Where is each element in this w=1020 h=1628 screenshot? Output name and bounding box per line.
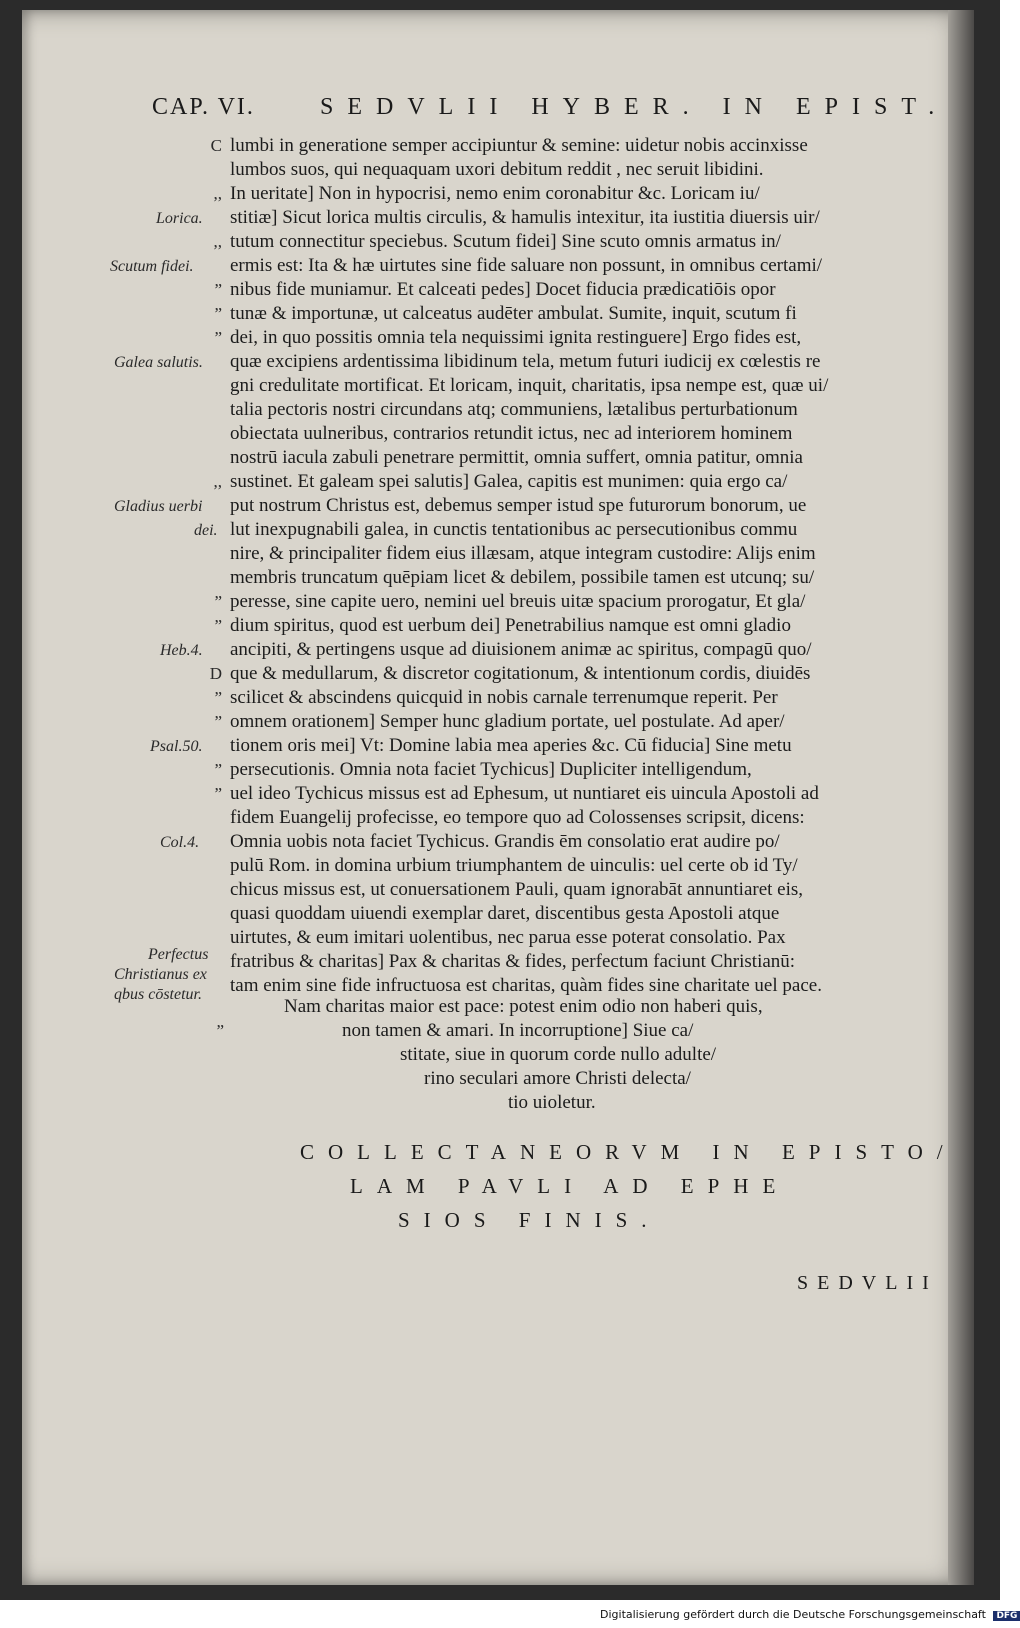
running-title: SEDVLII HYBER. IN EPIST.	[320, 94, 949, 120]
text-line: sustinet. Et galeam spei salutis] Galea, capitis est munimen: quia ergo ca/	[230, 471, 788, 492]
margin-note-gladius-2: dei.	[194, 522, 218, 539]
text-line: gni credulitate mortificat. Et loricam, inquit, charitatis, ipsa nempe est, quæ ui/	[230, 375, 829, 396]
text-line: lut inexpugnabili galea, in cunctis tentationibus ac persecutionibus commu	[230, 519, 798, 540]
text-line: peresse, sine capite uero, nemini uel breuis uitæ spacium prorogatur, Et gla/	[230, 591, 806, 612]
line-marker: ”	[214, 784, 222, 803]
text-line: quæ excipiens ardentissima libidinum tela, metum futuri iudicij ex cœlestis re	[230, 351, 821, 372]
text-line: tutum connectitur speciebus. Scutum fidei] Sine scuto omnis armatus in/	[230, 231, 781, 252]
colophon-line-1: COLLECTANEORVM IN EPISTO/	[300, 1140, 957, 1164]
footer-credit	[600, 1608, 1020, 1621]
text-line: put nostrum Christus est, debemus semper istud spe futurorum bonorum, ue	[230, 495, 807, 516]
margin-note-colossians: Col.4.	[160, 834, 200, 851]
text-line: dei, in quo possitis omnia tela nequissimi ignita restinguere] Ergo fides est,	[230, 327, 802, 348]
line-marker: ,,	[213, 232, 222, 251]
colophon-line-2: LAM PAVLI AD EPHE	[350, 1174, 790, 1198]
margin-note-perfectus: Perfectus	[148, 946, 209, 963]
margin-note-constetur: qbus cōstetur.	[114, 986, 202, 1003]
margin-note-lorica: Lorica.	[156, 210, 203, 227]
text-line: ermis est: Ita & hæ uirtutes sine fide saluare non possunt, in omnibus certami/	[230, 255, 823, 276]
line-marker: ”	[214, 328, 222, 347]
text-line: quasi quoddam uiuendi exemplar daret, discentibus gesta Apostoli atque	[230, 903, 780, 924]
line-marker: ”	[214, 688, 222, 707]
text-line: stitiæ] Sicut lorica multis circulis, & hamulis intexitur, ita iustitia diuersis uir/	[230, 207, 820, 228]
tail-line-5: tio uioletur.	[508, 1092, 596, 1113]
margin-note-galea: Galea salutis.	[114, 354, 203, 371]
margin-note-hebrews: Heb.4.	[160, 642, 203, 659]
line-marker: ”	[214, 712, 222, 731]
margin-note-psalm: Psal.50.	[150, 738, 203, 755]
tail-line-2: non tamen & amari. In incorruptione] Siue ca/	[342, 1020, 694, 1041]
text-line: pulū Rom. in domina urbium triumphantem de uinculis: uel certe ob id Ty/	[230, 855, 798, 876]
line-marker: ”	[214, 592, 222, 611]
line-marker: ”	[214, 760, 222, 779]
text-line: tionem oris mei] Vt: Domine labia mea aperies &c. Cū fiducia] Sine metu	[230, 735, 792, 756]
text-line: que & medullarum, & discretor cogitationum, & intentionum cordis, diuidēs	[230, 663, 811, 684]
text-line: lumbos suos, qui nequaquam uxori debitum reddit , nec seruit libidini.	[230, 159, 764, 180]
page-gutter-shadow	[948, 10, 974, 1585]
tail-line-4: rino seculari amore Christi delecta/	[424, 1068, 691, 1089]
text-line: scilicet & abscindens quicquid in nobis carnale terrenumque reperit. Per	[230, 687, 778, 708]
line-marker: ”	[214, 304, 222, 323]
text-line: uel ideo Tychicus missus est ad Ephesum, ut nuntiaret eis uincula Apostoli ad	[230, 783, 819, 804]
colophon-line-3: SIOS FINIS.	[398, 1208, 661, 1232]
margin-note-scutum: Scutum fidei.	[110, 258, 194, 275]
text-line: ancipiti, & pertingens usque ad diuisionem animæ ac spiritus, compagū quo/	[230, 639, 812, 660]
running-header	[130, 94, 950, 128]
text-line: dium spiritus, quod est uerbum dei] Penetrabilius namque est omni gladio	[230, 615, 791, 636]
text-line: fratribus & charitas] Pax & charitas & fides, perfectum faciunt Christianū:	[230, 951, 796, 972]
text-line: membris truncatum quēpiam licet & debilem, possibile tamen est utcunq; su/	[230, 567, 815, 588]
margin-note-christianus: Christianus ex	[114, 966, 207, 983]
text-line: nostrū iacula zabuli penetrare permittit, omnia suffert, omnia patitur, omnia	[230, 447, 803, 468]
text-line: fidem Euangelij profecisse, eo tempore quo ad Colossenses scripsit, dicens:	[230, 807, 805, 828]
catchword: SEDVLII	[797, 1272, 938, 1294]
text-line: In ueritate] Non in hypocrisi, nemo enim coronabitur &c. Loricam iu/	[230, 183, 760, 204]
text-line: persecutionis. Omnia nota faciet Tychicus] Dupliciter intelligendum,	[230, 759, 752, 780]
tail-line-1: Nam charitas maior est pace: potest enim odio non haberi quis,	[284, 996, 763, 1017]
tail-line-3: stitate, siue in quorum corde nullo adulte/	[400, 1044, 717, 1065]
text-line: chicus missus est, ut conuersationem Pauli, quam ignorabāt annuntiaret eis,	[230, 879, 804, 900]
line-marker: ,,	[213, 184, 222, 203]
text-line: talia pectoris nostri circundans atq; communiens, lætalibus perturbationum	[230, 399, 798, 420]
line-marker: D	[209, 664, 222, 683]
dfg-logo: DFG	[993, 1611, 1020, 1621]
line-marker: ”	[214, 280, 222, 299]
tail-marker: ”	[216, 1021, 224, 1040]
text-line: tunæ & importunæ, ut calceatus audēter ambulat. Sumite, inquit, scutum fi	[230, 303, 797, 324]
text-line: nire, & principaliter fidem eius illæsam, atque integram custodire: Alijs enim	[230, 543, 816, 564]
chapter-label: CAP. VI.	[152, 94, 255, 120]
line-marker: C	[210, 136, 222, 155]
text-line: obiectata uulneribus, contrarios retundit ictus, nec ad interiorem hominem	[230, 423, 793, 444]
text-line: nibus fide muniamur. Et calceati pedes] Docet fiducia prædicatiōis opor	[230, 279, 776, 300]
margin-note-gladius: Gladius uerbi	[114, 498, 203, 515]
book-page	[22, 10, 974, 1585]
line-marker: ”	[214, 616, 222, 635]
text-line: uirtutes, & eum imitari uolentibus, nec parua esse poterat consolatio. Pax	[230, 927, 786, 948]
text-line: tam enim sine fide infructuosa est charitas, quàm fides sine charitate uel pace.	[230, 975, 822, 996]
text-line: omnem orationem] Semper hunc gladium portate, uel postulate. Ad aper/	[230, 711, 785, 732]
text-line: lumbi in generatione semper accipiuntur & semine: uidetur nobis accinxisse	[230, 135, 808, 156]
line-marker: ,,	[213, 472, 222, 491]
footer-text: Digitalisierung gefördert durch die Deutsche Forschungsgemeinschaft	[600, 1608, 986, 1621]
text-line: Omnia uobis nota faciet Tychicus. Grandis ēm consolatio erat audire po/	[230, 831, 780, 852]
